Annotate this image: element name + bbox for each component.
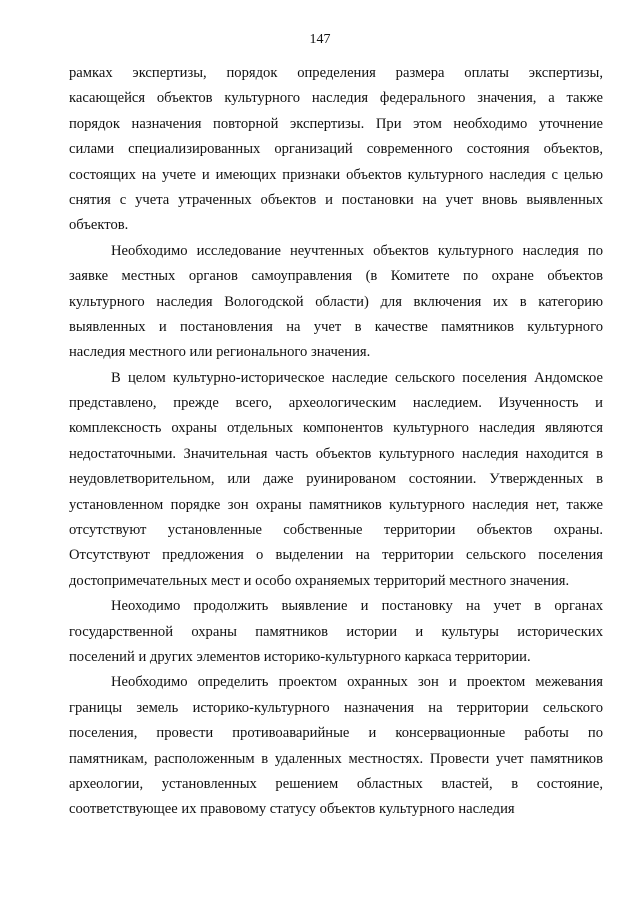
text-line: рамках экспертизы, порядок определения размера оплаты экспертизы,: [69, 65, 603, 81]
paragraph: [69, 366, 603, 595]
text-line: представлено, прежде всего, археологическим наследием. Изученность и: [69, 395, 603, 412]
text-line: состоящих на учете и имеющих признаки объектов культурного наследия с целью: [69, 166, 603, 183]
text-line: археологии, установленных решением областных властей, в состояние,: [69, 775, 603, 792]
text-line: неудовлетворительном, или даже руинированом состоянии. Утвержденных в: [69, 471, 603, 488]
text-line: комплексность охраны отдельных компонентов культурного наследия являются: [69, 420, 603, 437]
paragraph: [69, 594, 603, 670]
text-line: Необходимо определить проектом охранных зон и проектом межевания: [111, 674, 603, 691]
text-line: Отсутствуют предложения о выделении на территории сельского поселения: [69, 547, 603, 564]
text-line: снятия с учета утраченных объектов и постановки на учет вновь выявленных: [69, 191, 603, 208]
text-line: Необходимо исследование неучтенных объектов культурного наследия по: [111, 242, 603, 259]
text-line: соответствующее их правовому статусу объектов культурного наследия: [69, 801, 515, 818]
text-line: поселений и других элементов историко-культурного каркаса территории.: [69, 648, 531, 665]
paragraph: [69, 61, 603, 239]
text-line: границы земель историко-культурного назначения на территории сельского: [69, 699, 603, 716]
text-line: выявленных и постановления на учет в качестве памятников культурного: [69, 318, 603, 335]
text-line: поселения, провести противоаварийные и консервационные работы по: [69, 725, 603, 742]
page-number: 147: [309, 32, 331, 47]
text-line: заявке местных органов самоуправления (в Комитете по охране объектов: [69, 268, 603, 285]
paragraph: [69, 670, 603, 822]
paragraph: [69, 239, 603, 366]
text-line: государственной охраны памятников истории и культуры исторических: [69, 623, 603, 640]
text-line: В целом культурно-историческое наследие сельского поселения Андомское: [111, 369, 603, 386]
text-line: недостаточными. Значительная часть объектов культурного наследия находится в: [69, 445, 603, 462]
text-line: культурного наследия Вологодской области) для включения их в категорию: [69, 293, 603, 310]
text-line: установленном порядке зон охраны памятников культурного наследия нет, также: [69, 496, 603, 513]
text-line: силами специализированных организаций современного состояния объектов,: [69, 141, 603, 158]
text-line: памятникам, расположенным в удаленных местностях. Провести учет памятников: [69, 750, 603, 767]
text-line: достопримечательных мест и особо охраняемых территорий местного значения.: [69, 572, 570, 589]
text-line: касающейся объектов культурного наследия федерального значения, а также: [69, 90, 603, 107]
document-body: [69, 61, 603, 823]
text-line: отсутствуют установленные собственные территории объектов охраны.: [69, 522, 603, 539]
text-line: наследия местного или регионального значения.: [69, 344, 371, 361]
text-line: порядок назначения повторной экспертизы. При этом необходимо уточнение: [69, 115, 603, 132]
text-line: Неоходимо продолжить выявление и постановку на учет в органах: [111, 598, 603, 615]
text-line: объектов.: [69, 217, 129, 234]
